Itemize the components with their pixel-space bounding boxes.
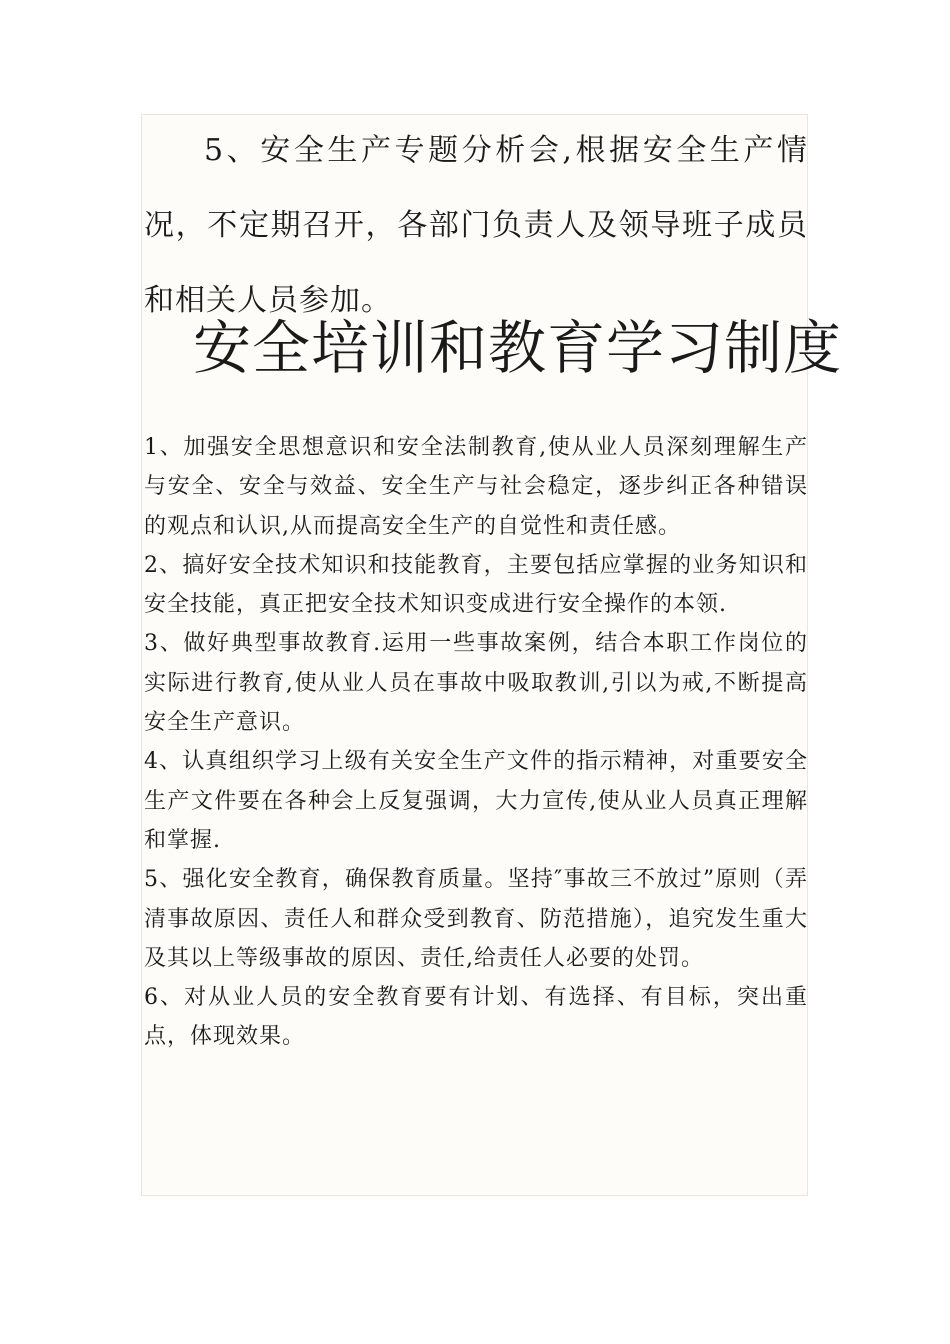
- rule-item-3: 3、做好典型事故教育.运用一些事故案例，结合本职工作岗位的实际进行教育,使从业人员在事故中吸取教训,引以为戒,不断提高安全生产意识。: [144, 631, 808, 736]
- rule-item-1: 1、加强安全思想意识和安全法制教育,使从业人员深刻理解生产与安全、安全与效益、安全生产与社会稳定，逐步纠正各种错误的观点和认识,从而提高安全生产的自觉性和责任感。: [144, 435, 808, 539]
- rule-item-2: 2、搞好安全技术知识和技能教育，主要包括应掌握的业务知识和安全技能，真正把安全技术知识变成进行安全操作的本领.: [144, 552, 808, 618]
- rule-item-6: 6、对从业人员的安全教育要有计划、有选择、有目标，突出重点，体现效果。: [144, 985, 808, 1050]
- rules-list: [144, 428, 808, 1057]
- intro-paragraph: 5、安全生产专题分析会,根据安全生产情况，不定期召开，各部门负责人及领导班子成员和相关人员参加。: [144, 133, 808, 318]
- rule-item-5: 5、强化安全教育，确保教育质量。坚持″事故三不放过”原则（弄清事故原因、责任人和群众受到教育、防范措施），追究发生重大及其以上等级事故的原因、责任,给责任人必要的处罚。: [144, 867, 808, 971]
- document-title: 安全培训和教育学习制度: [193, 314, 843, 382]
- rule-item-4: 4、认真组织学习上级有关安全生产文件的指示精神，对重要安全生产文件要在各种会上反复强调，大力宣传,使从业人员真正理解和掌握.: [144, 749, 808, 853]
